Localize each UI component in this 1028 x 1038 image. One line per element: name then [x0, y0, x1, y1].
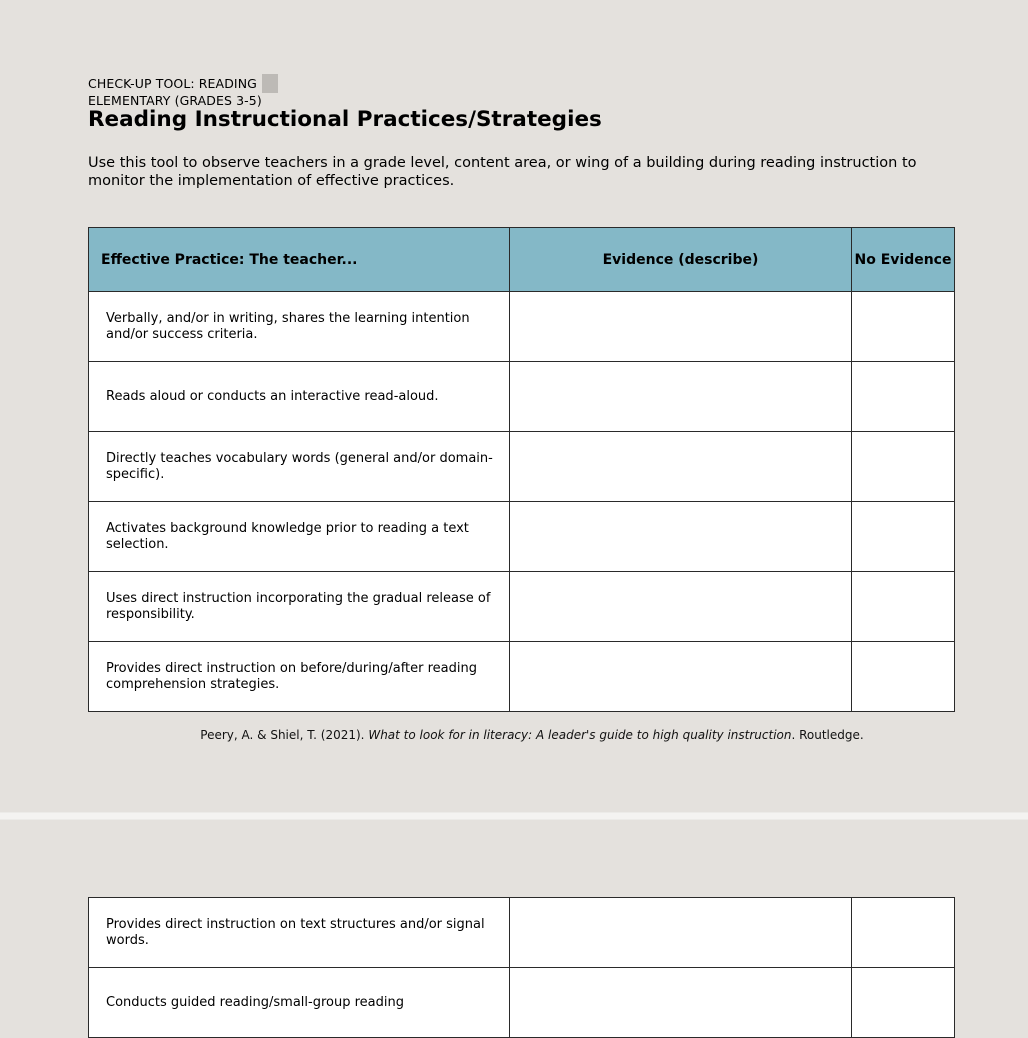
table-row — [89, 572, 955, 642]
no-evidence-cell[interactable] — [852, 572, 955, 642]
evidence-cell[interactable] — [510, 898, 852, 968]
practice-cell: Verbally, and/or in writing, shares the learning intention and/or success criteria. — [89, 292, 510, 362]
no-evidence-cell[interactable] — [852, 502, 955, 572]
practices-table — [88, 227, 955, 712]
practice-cell: Reads aloud or conducts an interactive read-aloud. — [89, 362, 510, 432]
no-evidence-cell[interactable] — [852, 432, 955, 502]
evidence-cell[interactable] — [510, 572, 852, 642]
table-header-row — [89, 228, 955, 292]
no-evidence-cell[interactable] — [852, 968, 955, 1038]
no-evidence-cell[interactable] — [852, 362, 955, 432]
header-tag — [88, 74, 278, 109]
table-body — [89, 292, 955, 712]
practice-cell: Provides direct instruction on text structures and/or signal words. — [89, 898, 510, 968]
practice-cell: Conducts guided reading/small-group reading — [89, 968, 510, 1038]
no-evidence-cell[interactable] — [852, 898, 955, 968]
page-separator — [0, 812, 1028, 820]
column-header-practice: Effective Practice: The teacher... — [89, 228, 510, 292]
table-row — [89, 502, 955, 572]
evidence-cell[interactable] — [510, 502, 852, 572]
page-title: Reading Instructional Practices/Strategies — [88, 107, 602, 132]
table-row — [89, 432, 955, 502]
practices-table-continued — [88, 897, 955, 1038]
practice-cell: Activates background knowledge prior to reading a text selection. — [89, 502, 510, 572]
tag-marker — [262, 74, 278, 93]
evidence-cell[interactable] — [510, 968, 852, 1038]
practice-cell: Provides direct instruction on before/during/after reading comprehension strategies. — [89, 642, 510, 712]
citation-work: What to look for in literacy: A leader's guide to high quality instruction — [368, 728, 792, 742]
table-row — [89, 968, 955, 1038]
citation-authors: Peery, A. & Shiel, T. (2021). — [200, 728, 365, 742]
no-evidence-cell[interactable] — [852, 292, 955, 362]
tag-line-grade: ELEMENTARY (GRADES 3-5) — [88, 93, 262, 108]
citation-publisher: . Routledge. — [791, 728, 864, 742]
table-row — [89, 362, 955, 432]
evidence-cell[interactable] — [510, 362, 852, 432]
table-row — [89, 642, 955, 712]
column-header-no-evidence: No Evidence — [852, 228, 955, 292]
column-header-evidence: Evidence (describe) — [510, 228, 852, 292]
table-row — [89, 898, 955, 968]
tag-line-tool: CHECK-UP TOOL: READING — [88, 76, 257, 91]
practice-cell: Uses direct instruction incorporating the gradual release of responsibility. — [89, 572, 510, 642]
evidence-cell[interactable] — [510, 292, 852, 362]
no-evidence-cell[interactable] — [852, 642, 955, 712]
practice-cell: Directly teaches vocabulary words (general and/or domain-specific). — [89, 432, 510, 502]
intro-text: Use this tool to observe teachers in a grade level, content area, or wing of a building during reading instruction to monitor the implementation of effective practices. — [88, 155, 917, 189]
table-row — [89, 292, 955, 362]
evidence-cell[interactable] — [510, 642, 852, 712]
citation — [0, 728, 1028, 742]
evidence-cell[interactable] — [510, 432, 852, 502]
table-body-continued — [89, 898, 955, 1038]
